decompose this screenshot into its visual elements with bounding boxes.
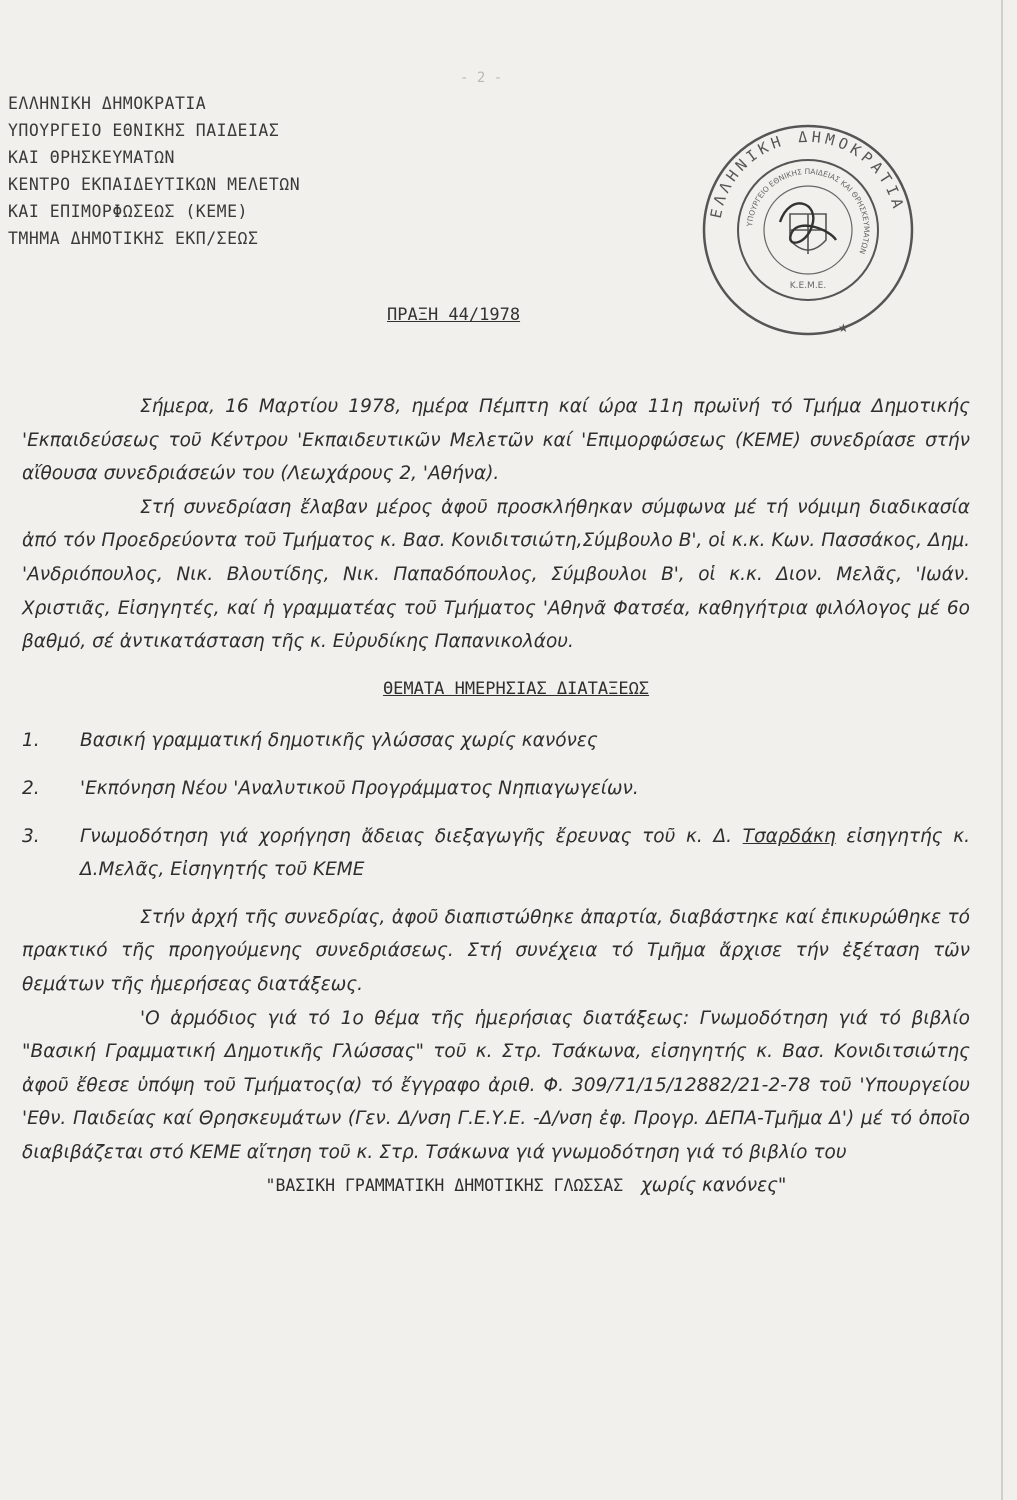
- book-title-line: [22, 1169, 970, 1203]
- seal-inner-text: ΥΠΟΥΡΓΕΙΟ ΕΘΝΙΚΗΣ ΠΑΙΔΕΙΑΣ ΚΑΙ ΘΡΗΣΚΕΥΜΑΤΩΝ: [745, 166, 872, 256]
- book-title-italic: χωρίς κανόνες": [640, 1175, 787, 1197]
- official-seal-icon: [700, 122, 916, 338]
- agenda-item-text: [80, 820, 970, 887]
- svg-text:★: ★: [838, 321, 849, 335]
- seal-bottom-text: Κ.Ε.Μ.Ε.: [789, 281, 827, 291]
- letterhead-line-4: ΚΕΝΤΡΟ ΕΚΠΑΙΔΕΥΤΙΚΩΝ ΜΕΛΕΤΩΝ: [8, 175, 301, 194]
- act-title: ΠΡΑΞΗ 44/1978: [387, 305, 521, 325]
- agenda-item-number: 1.: [22, 730, 40, 752]
- document-body: [22, 390, 970, 1203]
- paragraph-topic-1: 'Ο ἁρμόδιος γιά τό 1ο θέμα τῆς ἡμερήσιας διατάξεως: Γνωμοδότηση γιά τό βιβλίο "Βασική Γραμματική Δημοτικῆς Γλώσσας" τοῦ κ. Στρ. Τσάκωνα, εἰσηγητής κ. Βασ. Κονιδιτσιώτης ἀφοῦ ἔθεσε ὑπόψη τοῦ Τμήματος(α) τό ἔγγραφο ἀριθ. Φ. 309/71/15/12882/21-2-78 τοῦ 'Υπουργείου 'Εθν. Παιδείας καί Θρησκευμάτων (Γεν. Δ/νση Γ.Ε.Υ.Ε. -Δ/νση ἐφ. Προγρ. ΔΕΠΑ-Τμῆμα Δ') μέ τό ὁποῖο διαβιβάζεται στό ΚΕΜΕ αἴτηση τοῦ κ. Στρ. Τσάκωνα γιά γνωμοδότηση γιά τό βιβλίο του: [22, 1007, 970, 1163]
- letterhead: [8, 90, 300, 252]
- agenda-item-number: 2.: [22, 777, 40, 799]
- book-title-caps: "ΒΑΣΙΚΗ ΓΡΑΜΜΑΤΙΚΗ ΔΗΜΟΤΙΚΗΣ ΓΛΩΣΣΑΣ: [265, 1176, 624, 1196]
- letterhead-line-2: ΥΠΟΥΡΓΕΙΟ ΕΘΝΙΚΗΣ ΠΑΙΔΕΙΑΣ: [8, 121, 280, 140]
- letterhead-line-5: ΚΑΙ ΕΠΙΜΟΡΦΩΣΕΩΣ (ΚΕΜΕ): [8, 202, 248, 221]
- agenda-item-1: [22, 724, 970, 758]
- letterhead-line-6: ΤΜΗΜΑ ΔΗΜΟΤΙΚΗΣ ΕΚΠ/ΣΕΩΣ: [8, 229, 259, 248]
- letterhead-line-1: ΕΛΛΗΝΙΚΗ ΔΗΜΟΚΡΑΤΙΑ: [8, 94, 207, 113]
- agenda-item-2: [22, 772, 970, 806]
- agenda-item-text-part: εἰσηγητής κ. Δ.Μελᾶς, Εἰσηγητής τοῦ ΚΕΜΕ: [80, 825, 970, 881]
- agenda-item-number: 3.: [22, 825, 40, 847]
- underlined-name: Τσαρδάκη: [742, 825, 836, 847]
- seal-outer-text: ΕΛΛΗΝΙΚΗ ΔΗΜΟΚΡΑΤΙΑ: [706, 127, 909, 220]
- agenda-title: ΘΕΜΑΤΑ ΗΜΕΡΗΣΙΑΣ ΔΙΑΤΑΞΕΩΣ: [382, 678, 650, 699]
- page-edge-line: [1001, 0, 1003, 1500]
- page-number: - 2 -: [460, 70, 503, 86]
- paragraph-participants: Στή συνεδρίαση ἔλαβαν μέρος ἀφοῦ προσκλήθηκαν σύμφωνα μέ τή νόμιμη διαδικασία ἀπό τόν Προεδρεύοντα τοῦ Τμήματος κ. Βασ. Κονιδιτσιώτη,Σύμβουλο Β', οἱ κ.κ. Κων. Πασσάκος, Δημ. 'Ανδριόπουλος, Νικ. Βλουτίδης, Νικ. Παπαδόπουλος, Σύμβουλοι Β', οἱ κ.κ. Διον. Μελᾶς, 'Ιωάν. Χριστιᾶς, Εἰσηγητές, καί ἡ γραμματέας τοῦ Τμήματος 'Αθηνᾶ Φατσέα, καθηγήτρια φιλόλογος μέ 6ο βαθμό, σέ ἀντικατάσταση τῆς κ. Εὐρυδίκης Παπανικολάου.: [22, 496, 970, 653]
- paragraph-opening: Σήμερα, 16 Μαρτίου 1978, ημέρα Πέμπτη καί ώρα 11η πρωϊνή τό Τμήμα Δημοτικής 'Εκπαιδεύσεως τοῦ Κέντρου 'Εκπαιδευτικῶν Μελετῶν καί 'Επιμορφώσεως (ΚΕΜΕ) συνεδρίασε στήν αἴθουσα συνεδριάσεών του (Λεωχάρους 2, 'Αθήνα).: [22, 396, 970, 485]
- agenda-item-3: [22, 820, 970, 887]
- agenda-item-text-part: Γνωμοδότηση γιά χορήγηση ἄδειας διεξαγωγῆς ἔρευνας τοῦ κ. Δ.: [80, 825, 743, 847]
- paragraph-quorum: Στήν ἀρχή τῆς συνεδρίας, ἀφοῦ διαπιστώθηκε ἀπαρτία, διαβάστηκε καί ἐπικυρώθηκε τό πρακτικό τῆς προηγούμενης συνεδριάσεως. Στή συνέχεια τό Τμῆμα ἄρχισε τήν ἐξέταση τῶν θεμάτων τῆς ἡμερήσεας διατάξεως.: [22, 906, 970, 995]
- agenda-item-text: 'Εκπόνηση Νέου 'Αναλυτικοῦ Προγράμματος Νηπιαγωγείων.: [80, 777, 639, 799]
- agenda-item-text: Βασική γραμματική δημοτικῆς γλώσσας χωρίς κανόνες: [80, 730, 598, 752]
- letterhead-line-3: ΚΑΙ ΘΡΗΣΚΕΥΜΑΤΩΝ: [8, 148, 175, 167]
